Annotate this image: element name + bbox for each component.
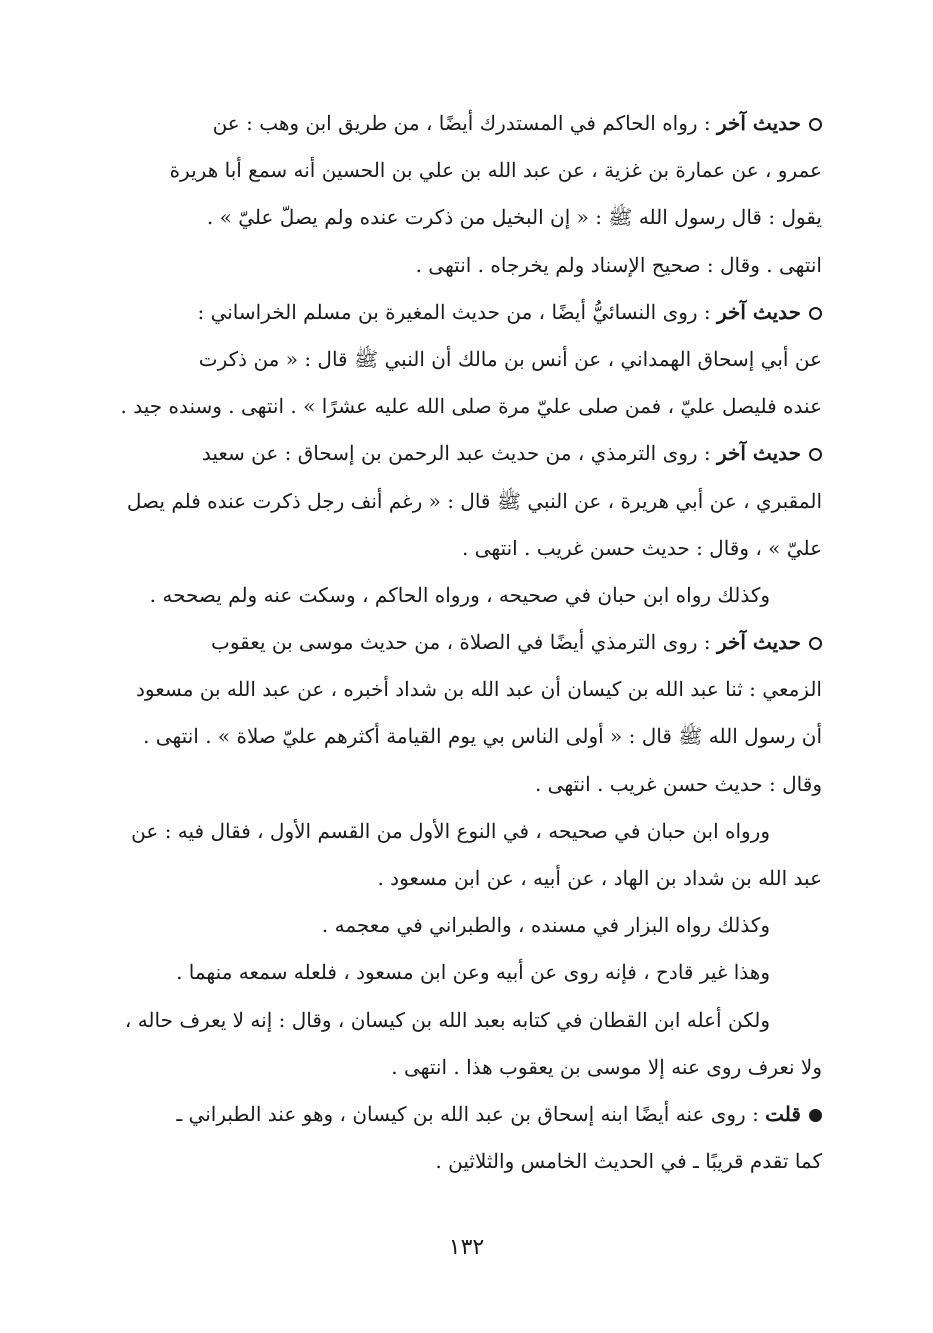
page-number: ١٣٢ [448, 1235, 485, 1260]
text-line: عن أبي إسحاق الهمداني ، عن أنس بن مالك أن النبي ﷺ قال : « من ذكرت [198, 346, 822, 371]
text-line: ولا نعرف روى عنه إلا موسى بن يعقوب هذا . انتهى . [391, 1054, 822, 1079]
paragraph-lead: حديث آخر [717, 299, 801, 324]
paragraph-lead: حديث آخر [717, 630, 801, 655]
text-line: قلت : روى عنه أيضًا ابنه إسحاق بن عبد الله بن كيسان ، وهو عند الطبراني ـ [104, 1091, 822, 1138]
text-line: عبد الله بن شداد بن الهاد ، عن أبيه ، عن ابن مسعود . [377, 866, 822, 890]
hadith-paragraph [104, 430, 822, 572]
text-line: يقول : قال رسول الله ﷺ : « إن البخيل من ذكرت عنده ولم يصلّ عليّ » . [206, 205, 822, 230]
paragraph-lead: قلت [765, 1101, 801, 1126]
text-line: ولكن أعله ابن القطان في كتابه بعبد الله بن كيسان ، وقال : إنه لا يعرف حاله ، [124, 1007, 770, 1032]
text-line: ورواه ابن حبان في صحيحه ، في النوع الأول من القسم الأول ، فقال فيه : عن [131, 818, 770, 843]
commentary-paragraph [104, 808, 822, 902]
hadith-paragraph [104, 619, 822, 808]
text-line: كما تقدم قريبًا ـ في الحديث الخامس والثلاثين . [435, 1149, 822, 1174]
hadith-paragraph [104, 289, 822, 431]
text-line: حديث آخر : روى النسائيُّ أيضًا ، من حديث المغيرة بن مسلم الخراساني : [104, 289, 822, 336]
paragraph-lead: حديث آخر [717, 441, 801, 466]
commentary-paragraph [104, 949, 822, 996]
text-line: حديث آخر : روى الترمذي أيضًا في الصلاة ، من حديث موسى بن يعقوب [104, 619, 822, 666]
filled-dot-marker-icon [809, 1109, 822, 1122]
text-line: وكذلك رواه البزار في مسنده ، والطبراني في معجمه . [321, 913, 770, 938]
text-line: حديث آخر : رواه الحاكم في المستدرك أيضًا ، من طريق ابن وهب : عن [104, 100, 822, 147]
hollow-circle-marker-icon [809, 448, 822, 461]
hollow-circle-marker-icon [809, 637, 822, 650]
text-line: عنده فليصل عليّ ، فمن صلى عليّ مرة صلى الله عليه عشرًا » . انتهى . وسنده جيد . [120, 394, 822, 419]
hollow-circle-marker-icon [809, 118, 822, 131]
text-line: عمرو ، عن عمارة بن غزية ، عن عبد الله بن علي بن الحسين أنه سمع أبا هريرة [169, 158, 822, 183]
text-line: المقبري ، عن أبي هريرة ، عن النبي ﷺ قال : « رغم أنف رجل ذكرت عنده فلم يصل [126, 488, 822, 513]
text-line: أن رسول الله ﷺ قال : « أولى الناس بي يوم القيامة أكثرهم عليّ صلاة » . انتهى . [143, 724, 822, 749]
text-line: وهذا غير قادح ، فإنه روى عن أبيه وعن ابن مسعود ، فلعله سمعه منهما . [176, 960, 770, 985]
hadith-paragraph [104, 100, 822, 289]
text-line: الزمعي : ثنا عبد الله بن كيسان أن عبد الله بن شداد أخبره ، عن عبد الله بن مسعود [135, 677, 822, 702]
page-body [104, 100, 822, 1185]
commentary-paragraph [104, 572, 822, 619]
text-line: وكذلك رواه ابن حبان في صحيحه ، ورواه الحاكم ، وسكت عنه ولم يصححه . [149, 582, 770, 607]
text-line: حديث آخر : روى الترمذي ، من حديث عبد الرحمن بن إسحاق : عن سعيد [104, 430, 822, 477]
hollow-circle-marker-icon [809, 307, 822, 320]
text-line: عليّ » ، وقال : حديث حسن غريب . انتهى . [461, 535, 822, 560]
commentary-paragraph [104, 902, 822, 949]
note-paragraph [104, 1091, 822, 1185]
commentary-paragraph [104, 997, 822, 1091]
paragraph-lead: حديث آخر [717, 111, 801, 135]
text-line: انتهى . وقال : صحيح الإسناد ولم يخرجاه . انتهى . [415, 252, 822, 277]
text-line: وقال : حديث حسن غريب . انتهى . [534, 771, 822, 796]
